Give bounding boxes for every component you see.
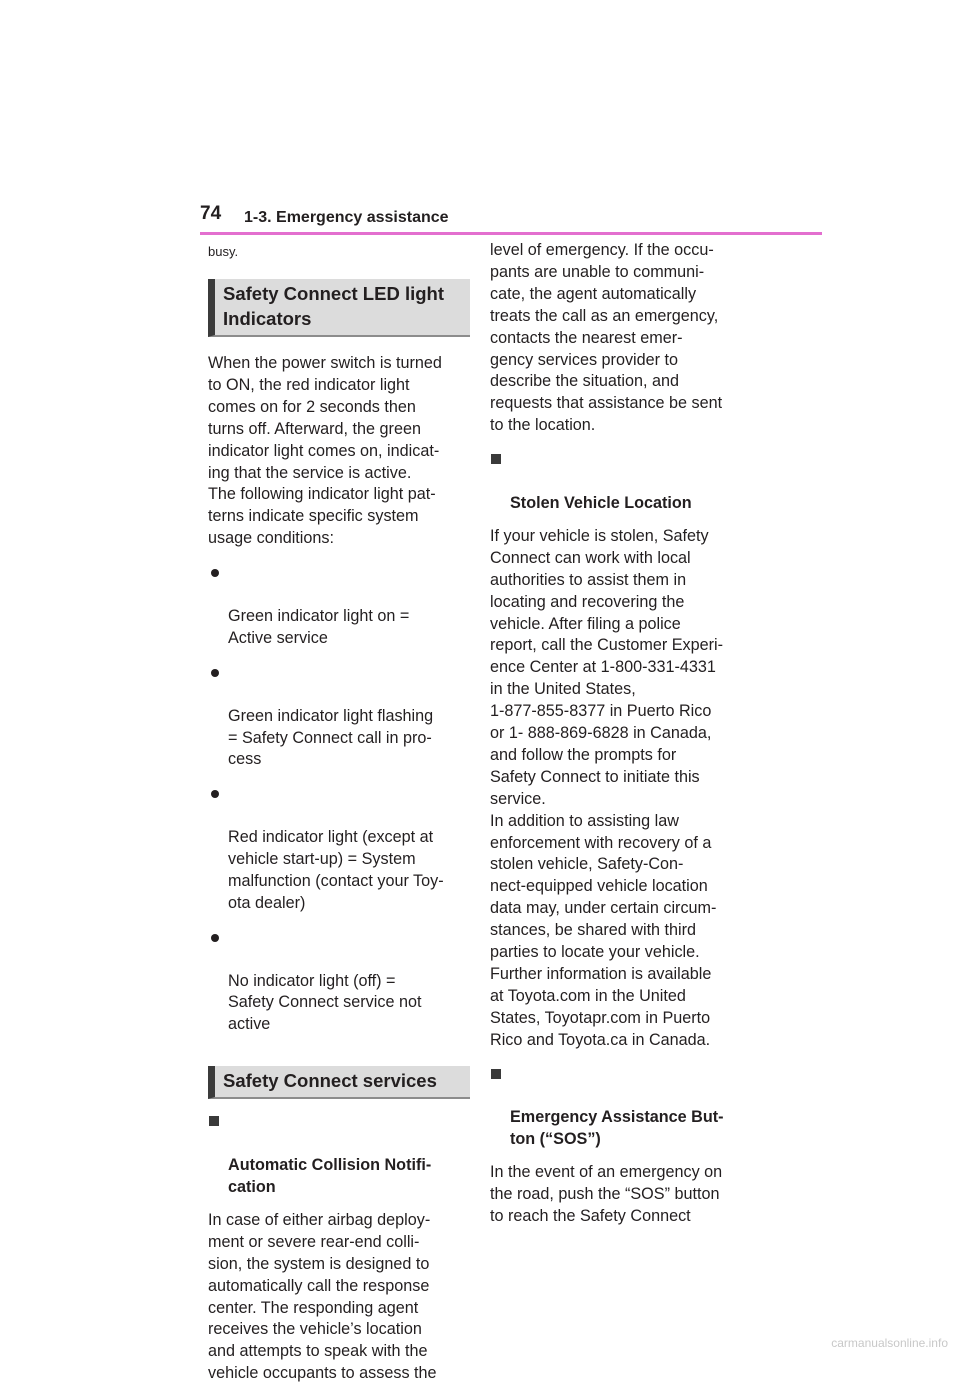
subheading-text: Emergency Assistance But- ton (“SOS”) <box>510 1108 724 1149</box>
subheading-collision-notification <box>208 1111 470 1199</box>
bullet-dot-icon <box>211 669 219 677</box>
bullet-dot-icon <box>211 934 219 942</box>
list-item <box>208 783 470 914</box>
left-column <box>208 240 470 1397</box>
subheading-sos-button <box>490 1064 752 1152</box>
right-column <box>490 240 752 1240</box>
emergency-level-paragraph: level of emergency. If the occu- pants are unable to communi- cate, the agent automatically treats the call as an emergency, contacts the nearest emer- gency services provider to describe the situation, and requests that assistance be sent to the location. <box>490 241 723 435</box>
heading-led-indicators: Safety Connect LED light Indicators <box>208 279 470 337</box>
bullet-text: Green indicator light flashing = Safety Connect call in pro- cess <box>228 706 434 769</box>
page-header <box>200 203 822 235</box>
subheading-stolen-vehicle <box>490 449 752 515</box>
watermark: carmanualsonline.info <box>831 1336 948 1350</box>
continued-text: busy. <box>208 244 239 259</box>
bullet-dot-icon <box>211 790 219 798</box>
square-bullet-icon <box>491 454 501 464</box>
stolen-vehicle-paragraph: If your vehicle is stolen, Safety Connect can work with local authorities to assist them in locating and recovering the vehicle. After filing a police report, call the Customer Experi- ence Center at 1-800-331-4331 in the United States, 1-877-855-8377 in Puerto Rico or 1- 888-869-6828 in Canada, and follow the prompts for Safety Connect to initiate this service. In addition to assisting law enforcement with recovery of a stolen vehicle, Safety-Con- nect-equipped vehicle location data may, under certain circum- stances, be shared with third parties to locate your vehicle. Further information is available at Toyota.com in the United States, Toyotapr.com in Puerto Rico and Toyota.ca in Canada. <box>490 526 724 1049</box>
list-item <box>208 562 470 650</box>
subheading-text: Stolen Vehicle Location <box>510 493 692 512</box>
header-rule <box>200 232 822 235</box>
list-item <box>208 927 470 1037</box>
page-number: 74 <box>200 203 222 224</box>
bullet-text: Red indicator light (except at vehicle start-up) = System malfunction (contact your Toy- ota dealer) <box>228 828 444 912</box>
square-bullet-icon <box>491 1069 501 1079</box>
bullet-text: Green indicator light on = Active service <box>228 606 410 647</box>
sos-paragraph: In the event of an emergency on the road, push the “SOS” button to reach the Safety Connect <box>490 1163 723 1226</box>
list-item <box>208 662 470 772</box>
section-title: 1-3. Emergency assistance <box>244 209 449 226</box>
bullet-dot-icon <box>211 569 219 577</box>
led-intro-paragraph: When the power switch is turned to ON, the red indicator light comes on for 2 seconds then turns off. Afterward, the green indicator light comes on, indicat- ing that the service is active. The following indicator light pat- terns indicate specific system usage conditions: <box>208 354 442 548</box>
collision-paragraph: In case of either airbag deploy- ment or severe rear-end colli- sion, the system is designed to automatically call the response center. The responding agent receives the vehicle’s location and attempts to speak with the vehicle occupants to assess the <box>208 1210 437 1383</box>
square-bullet-icon <box>209 1116 219 1126</box>
heading-services: Safety Connect services <box>208 1066 470 1099</box>
subheading-text: Automatic Collision Notifi- cation <box>228 1156 432 1196</box>
bullet-text: No indicator light (off) = Safety Connect service not active <box>228 971 422 1034</box>
